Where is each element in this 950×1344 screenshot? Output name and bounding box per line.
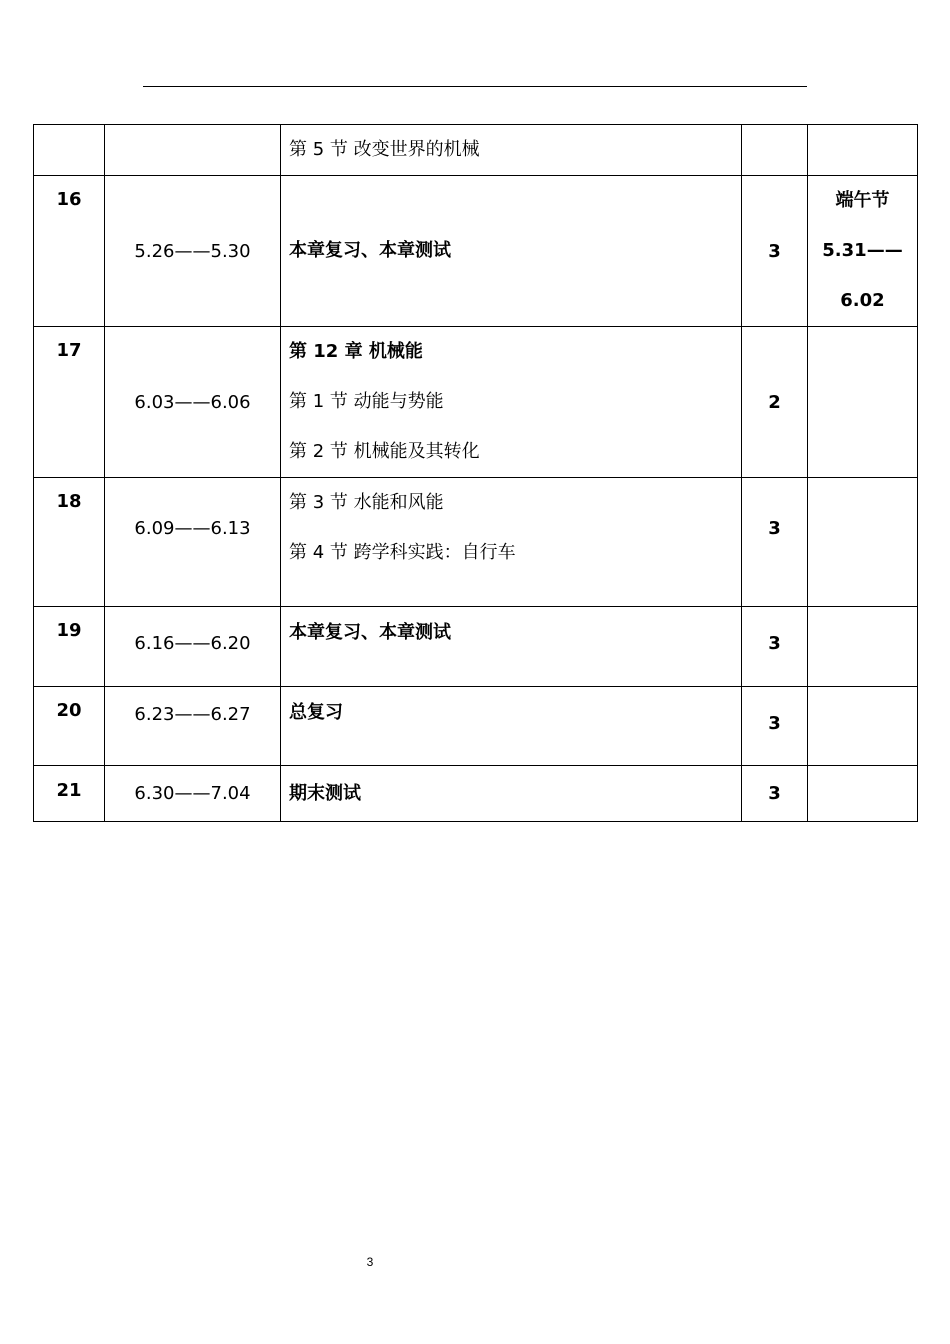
hours-cell — [742, 125, 808, 176]
content-cell — [281, 687, 742, 766]
content-cell — [281, 125, 742, 176]
content-line: 第 4 节 跨学科实践：自行车 — [289, 542, 516, 563]
week-cell: 21 — [34, 766, 105, 822]
note-cell — [808, 687, 918, 766]
week-cell — [34, 125, 105, 176]
date-cell: 6.30——7.04 — [105, 766, 281, 822]
note-line: 5.31—— — [822, 240, 903, 261]
hours-cell: 2 — [742, 327, 808, 478]
table-row — [34, 766, 918, 822]
table-row — [34, 478, 918, 607]
date-cell: 6.23——6.27 — [105, 687, 281, 766]
note-cell — [808, 327, 918, 478]
content-line: 第 2 节 机械能及其转化 — [289, 441, 480, 462]
content-cell — [281, 607, 742, 687]
note-line: 6.02 — [840, 290, 885, 311]
table-row — [34, 176, 918, 327]
content-line: 期末测试 — [289, 782, 361, 804]
content-line: 第 5 节 改变世界的机械 — [289, 139, 480, 160]
note-cell — [808, 607, 918, 687]
schedule-table — [33, 124, 918, 822]
note-cell — [808, 766, 918, 822]
table-row — [34, 607, 918, 687]
content-line: 第 3 节 水能和风能 — [289, 492, 444, 513]
week-cell: 16 — [34, 176, 105, 327]
table-row — [34, 327, 918, 478]
date-cell: 6.03——6.06 — [105, 327, 281, 478]
page-number: 3 — [366, 1255, 374, 1269]
note-cell — [808, 176, 918, 327]
hours-cell: 3 — [742, 478, 808, 607]
note-cell — [808, 478, 918, 607]
date-cell: 6.16——6.20 — [105, 607, 281, 687]
note-cell — [808, 125, 918, 176]
date-cell: 5.26——5.30 — [105, 176, 281, 327]
week-cell: 20 — [34, 687, 105, 766]
table-row — [34, 687, 918, 766]
content-line: 本章复习、本章测试 — [289, 622, 451, 643]
content-line: 总复习 — [289, 702, 343, 723]
content-cell — [281, 176, 742, 327]
content-line: 第 12 章 机械能 — [289, 341, 423, 362]
hours-cell: 3 — [742, 176, 808, 327]
week-cell: 17 — [34, 327, 105, 478]
content-cell — [281, 327, 742, 478]
hours-cell: 3 — [742, 687, 808, 766]
date-cell — [105, 125, 281, 176]
content-cell — [281, 766, 742, 822]
table-row — [34, 125, 918, 176]
content-cell — [281, 478, 742, 607]
content-line: 本章复习、本章测试 — [289, 240, 451, 261]
note-line: 端午节 — [835, 190, 890, 211]
hours-cell: 3 — [742, 607, 808, 687]
header-rule — [143, 86, 807, 87]
week-cell: 19 — [34, 607, 105, 687]
hours-cell: 3 — [742, 766, 808, 822]
content-line: 第 1 节 动能与势能 — [289, 391, 444, 412]
week-cell: 18 — [34, 478, 105, 607]
date-cell: 6.09——6.13 — [105, 478, 281, 607]
